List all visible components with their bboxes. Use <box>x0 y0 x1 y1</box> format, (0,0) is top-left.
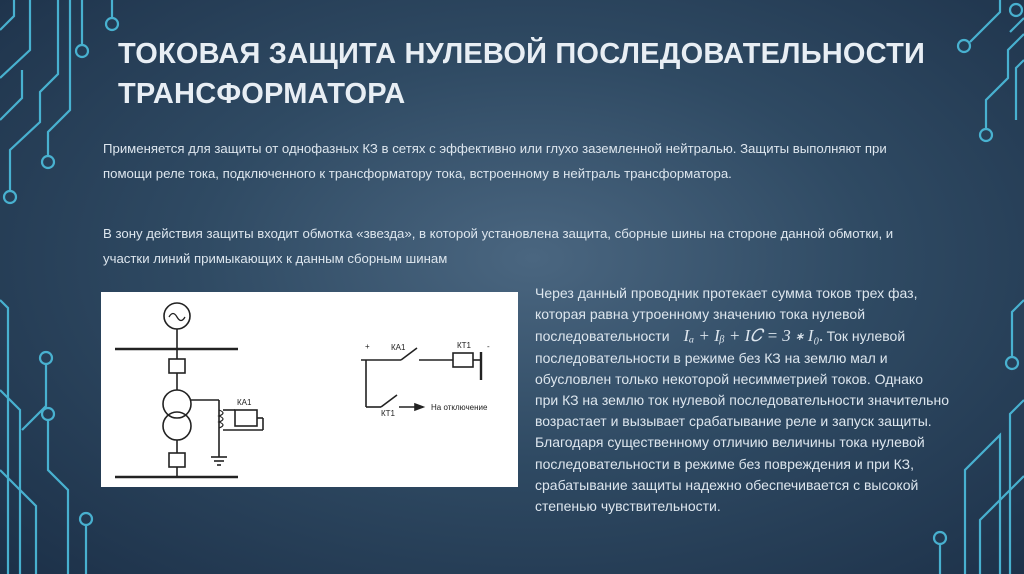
schematic-figure <box>101 292 518 487</box>
contact-kt1-label: КТ1 <box>381 409 395 418</box>
page-title: ТОКОВАЯ ЗАЩИТА НУЛЕВОЙ ПОСЛЕДОВАТЕЛЬНОСТИ ТРАНСФОРМАТОРА <box>118 38 926 110</box>
relay-ka1-coil-label: КА1 <box>237 398 252 407</box>
description-rest: Ток нулевой последовательности в режиме без КЗ на землю мал и обусловлен только некоторой несимметрией токов. Однако при КЗ на землю ток нулевой последовательности значительно возрастает и вызывает срабатывание реле и запуск защиты. Благодаря существенному отличию величины тока нулевой последовательности в режиме без повреждения и при КЗ, срабатывание защиты надежно обеспечивается с высокой степенью чувствительности. <box>535 328 949 515</box>
schematic-diagram <box>101 292 518 487</box>
plus-terminal: + <box>365 342 370 351</box>
minus-terminal: - <box>487 342 490 351</box>
relay-ka1-label: КА1 <box>391 343 406 352</box>
relay-kt1-label: КТ1 <box>457 341 471 350</box>
intro-paragraph: Применяется для защиты от однофазных КЗ в сетях с эффективно или глухо заземленной нейтралью. Защиты выполняют при помощи реле тока, подключенного к трансформатору тока, встроенному в нейтраль трансформатора. <box>103 141 887 181</box>
zero-sequence-formula: Iₐ + Iᵦ + I𝐶 = 3 ∗ I₀. <box>683 326 824 346</box>
zone-paragraph: В зону действия защиты входит обмотка «звезда», в которой установлена защита, сборные шины на стороне данной обмотки, и участки линий примыкающих к данным сборным шинам <box>103 226 894 266</box>
description-intro: Через данный проводник протекает сумма токов трех фаз, которая равна утроенному значению тока нулевой последовательности <box>535 285 918 345</box>
description-text <box>535 283 950 517</box>
trip-output-label: На отключение <box>431 403 488 412</box>
